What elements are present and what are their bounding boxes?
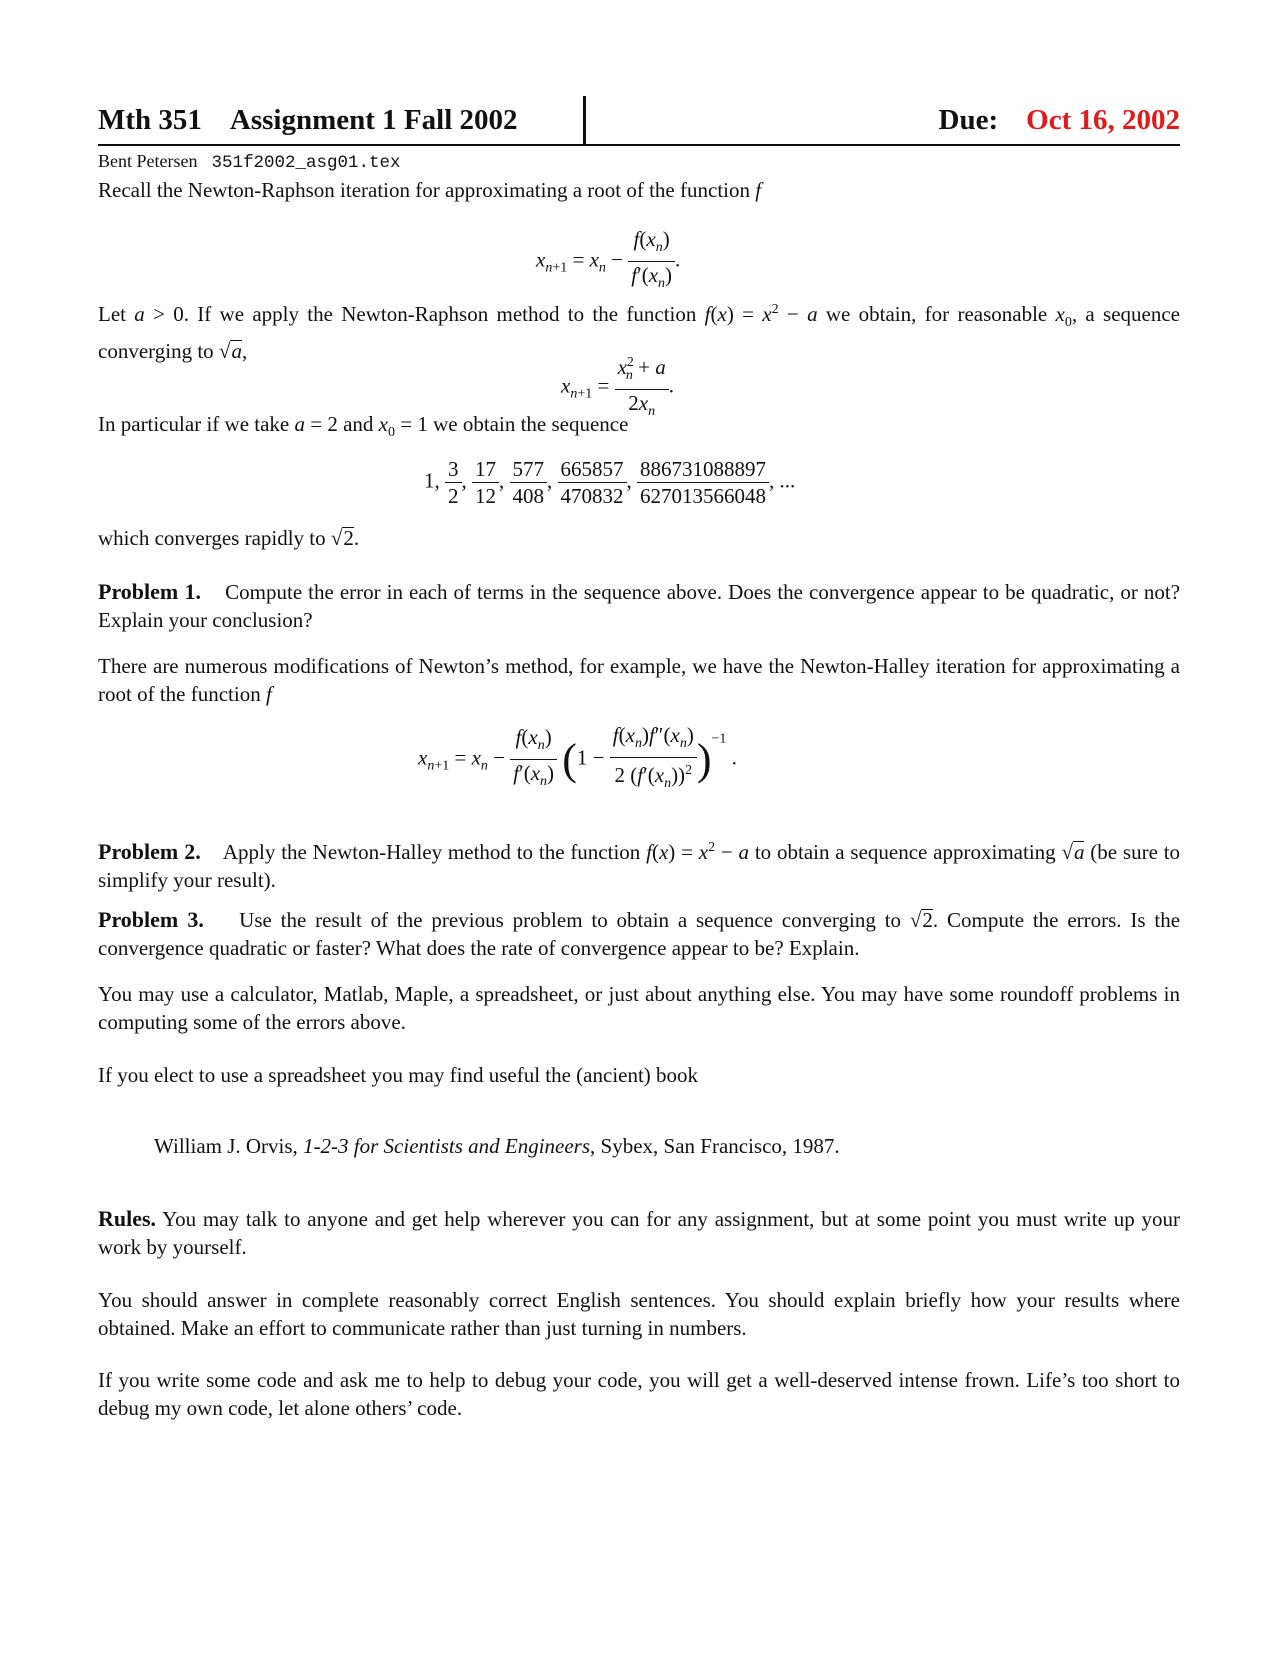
due-date: Oct 16, 2002 (1026, 104, 1180, 136)
sqrt-iteration-equation: $x_{n+1}$ = $\frac{x^2_n + a}{2x_n}$ . (561, 350, 674, 425)
halley-intro-paragraph: There are numerous modifications of Newton’s method, for example, we have the Newton-Halley iteration for approximating a root of the function f (98, 654, 1180, 706)
sequence-first: 1, (424, 468, 440, 493)
due-label: Due: (938, 104, 999, 136)
book-reference (154, 1132, 1180, 1160)
course-code: Mth 351 (98, 104, 202, 136)
problem-3: Problem 3. Use the result of the previous problem to obtain a sequence converging to √2. Compute the errors. Is the convergence quadratic or faster? What does the rate of convergence appear to be? Explain. (98, 907, 1181, 960)
assignment-title: Assignment 1 Fall 2002 (229, 104, 518, 136)
problem-1-text: Compute the error in each of terms in the sequence above. Does the convergence appear to be quadratic, or not? Explain your conclusion? (98, 580, 1181, 632)
rules-label: Rules. (98, 1206, 157, 1231)
title-left (98, 104, 518, 137)
newton-halley-equation: $x_{n+1} = x_n$ − $\frac{f(x_n)}{f'(x_n)}$ (1 − $\frac{f(x_n)f''(x_n)}{2 (f'(x_n))^2}$ )$^{-1}$ . (418, 723, 737, 792)
sequence-term: $\frac{17}{12}$ (472, 456, 499, 509)
intro-text: Recall the Newton-Raphson iteration for approximating a root of the function (98, 178, 750, 202)
rules-text: You may talk to anyone and get help wherever you can for any assignment, but at some point you must write up your work by yourself. (98, 1207, 1180, 1259)
sequence-ellipsis: ... (779, 468, 796, 493)
problem-3-text-before: Use the result of the previous problem to obtain a sequence converging to (239, 908, 902, 932)
sequence-display: 1, $\frac{3}{2}$ , $\frac{17}{12}$ , $\frac{577}{408}$ , $\frac{665857}{470832}$ , $\frac{886731088897}{627013566048}$ , ... (424, 457, 796, 508)
debug-paragraph: If you write some code and ask me to help to debug your code, you will get a well-deserved intense frown. Life’s too short to debug my own code, let alone others’ code. (98, 1368, 1180, 1420)
problem-3-text-after: Compute the errors. Is the convergence quadratic or faster? What does the rate of convergence appear to be? Explain. (98, 908, 1181, 960)
intro-paragraph: Recall the Newton-Raphson iteration for approximating a root of the function f (98, 178, 762, 202)
sequence-term: $\frac{577}{408}$ (510, 456, 548, 509)
particular-paragraph: In particular if we take a = 2 and $x_0 = 1$ we obtain the sequence (98, 412, 629, 441)
source-filename: 351f2002_asg01.tex (211, 153, 401, 173)
title-divider (583, 96, 586, 144)
problem-1 (98, 578, 1180, 634)
problem-2-text-after: (be sure to simplify your result). (98, 840, 1181, 892)
sequence-term: $\frac{3}{2}$ (445, 456, 462, 509)
newton-raphson-equation: $x_{n+1} = x_n$ − $\frac{f(x_n)}{f'(x_n)}$ . (536, 227, 681, 292)
sequence-term: $\frac{886731088897}{627013566048}$ (637, 456, 769, 509)
author-name: Bent Petersen (98, 151, 198, 171)
reference-title: 1-2-3 for Scientists and Engineers (303, 1134, 591, 1158)
reference-rest: , Sybex, San Francisco, 1987. (590, 1134, 840, 1158)
reference-author: William J. Orvis, (154, 1134, 298, 1158)
halley-intro-text: There are numerous modifications of Newton’s method, for example, we have the Newton-Halley iteration for approximating a root of the function (98, 654, 1180, 706)
due-block (939, 104, 1180, 137)
spreadsheet-paragraph: If you elect to use a spreadsheet you may find useful the (ancient) book (98, 1063, 699, 1087)
converges-paragraph: which converges rapidly to √2. (98, 526, 360, 550)
english-paragraph: You should answer in complete reasonably correct English sentences. You should explain briefly how your results where obtained. Make an effort to communicate rather than just turning in numbers. (98, 1288, 1180, 1340)
problem-3-label: Problem 3. (98, 907, 204, 932)
problem-1-label: Problem 1. (98, 579, 202, 604)
tools-paragraph: You may use a calculator, Matlab, Maple, a spreadsheet, or just about anything else. You may have some roundoff problems in computing some of the errors above. (98, 982, 1180, 1034)
problem-2-label: Problem 2. (98, 839, 201, 864)
author-line (98, 151, 401, 173)
rules-paragraph (98, 1205, 1180, 1261)
sequence-term: $\frac{665857}{470832}$ (558, 456, 627, 509)
problem-2: Problem 2. Apply the Newton-Halley method to the function $f(x) = x^2 - a$ to obtain a sequence approximating √a (be sure to simplify your result). (98, 839, 1181, 892)
sqrt-paragraph: Let a > 0. If we apply the Newton-Raphson method to the function $f(x) = x^2 - a$ we obtain, for reasonable $x_0$, a sequence converging to √a, (98, 302, 1180, 364)
title-bar (98, 96, 1180, 146)
problem-2-text-before: Apply the Newton-Halley method to the function (222, 840, 641, 864)
